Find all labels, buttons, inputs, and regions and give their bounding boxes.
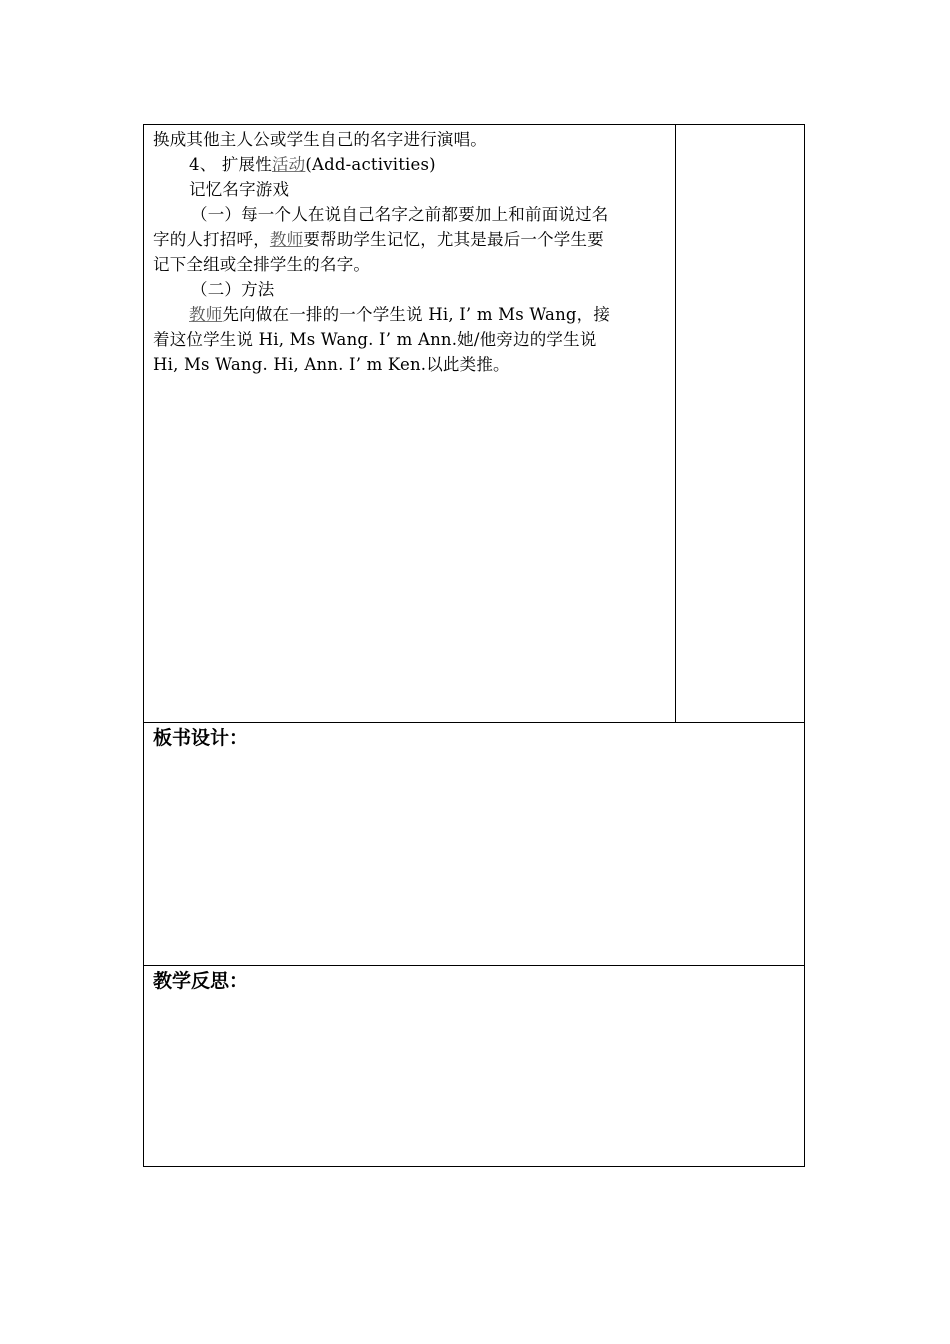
text-line: （一）每一个人在说自己名字之前都要加上和前面说过名 <box>191 205 609 224</box>
board-design-heading: 板书设计： <box>153 727 249 749</box>
text-span: 要帮助学生记忆，尤其是最后一个学生要 <box>303 230 604 249</box>
method-title: （二）方法 <box>191 280 275 299</box>
activity-number: 4、 扩展性 <box>189 155 272 174</box>
teacher-link[interactable]: 教师 <box>189 305 223 324</box>
text-span: 字的人打招呼， <box>153 230 270 249</box>
text-line: 换成其他主人公或学生自己的名字进行演唱。 <box>153 130 487 149</box>
teacher-link[interactable]: 教师 <box>269 230 304 249</box>
activity-link[interactable]: 活动 <box>271 155 306 174</box>
column-divider <box>675 125 676 722</box>
text-line <box>153 227 671 252</box>
activity-content <box>153 127 671 377</box>
reflection-row <box>144 966 804 1166</box>
text-line: Hi, Ms Wang. Hi, Ann. I’ m Ken.以此类推。 <box>153 355 510 374</box>
lesson-plan-table <box>143 124 805 1167</box>
board-design-row <box>144 723 804 966</box>
activity-title: (Add-activities) <box>305 155 436 174</box>
activity-heading-line <box>153 152 671 177</box>
text-line: 着这位学生说 Hi, Ms Wang. I’ m Ann.她/他旁边的学生说 <box>153 330 597 349</box>
text-span: 先向做在一排的一个学生说 Hi, I’ m Ms Wang，接 <box>222 305 611 324</box>
reflection-heading: 教学反思： <box>153 970 249 992</box>
text-line: 记下全组或全排学生的名字。 <box>153 255 371 274</box>
activity-row <box>144 125 804 723</box>
game-title: 记忆名字游戏 <box>189 180 290 199</box>
text-line <box>153 302 671 327</box>
